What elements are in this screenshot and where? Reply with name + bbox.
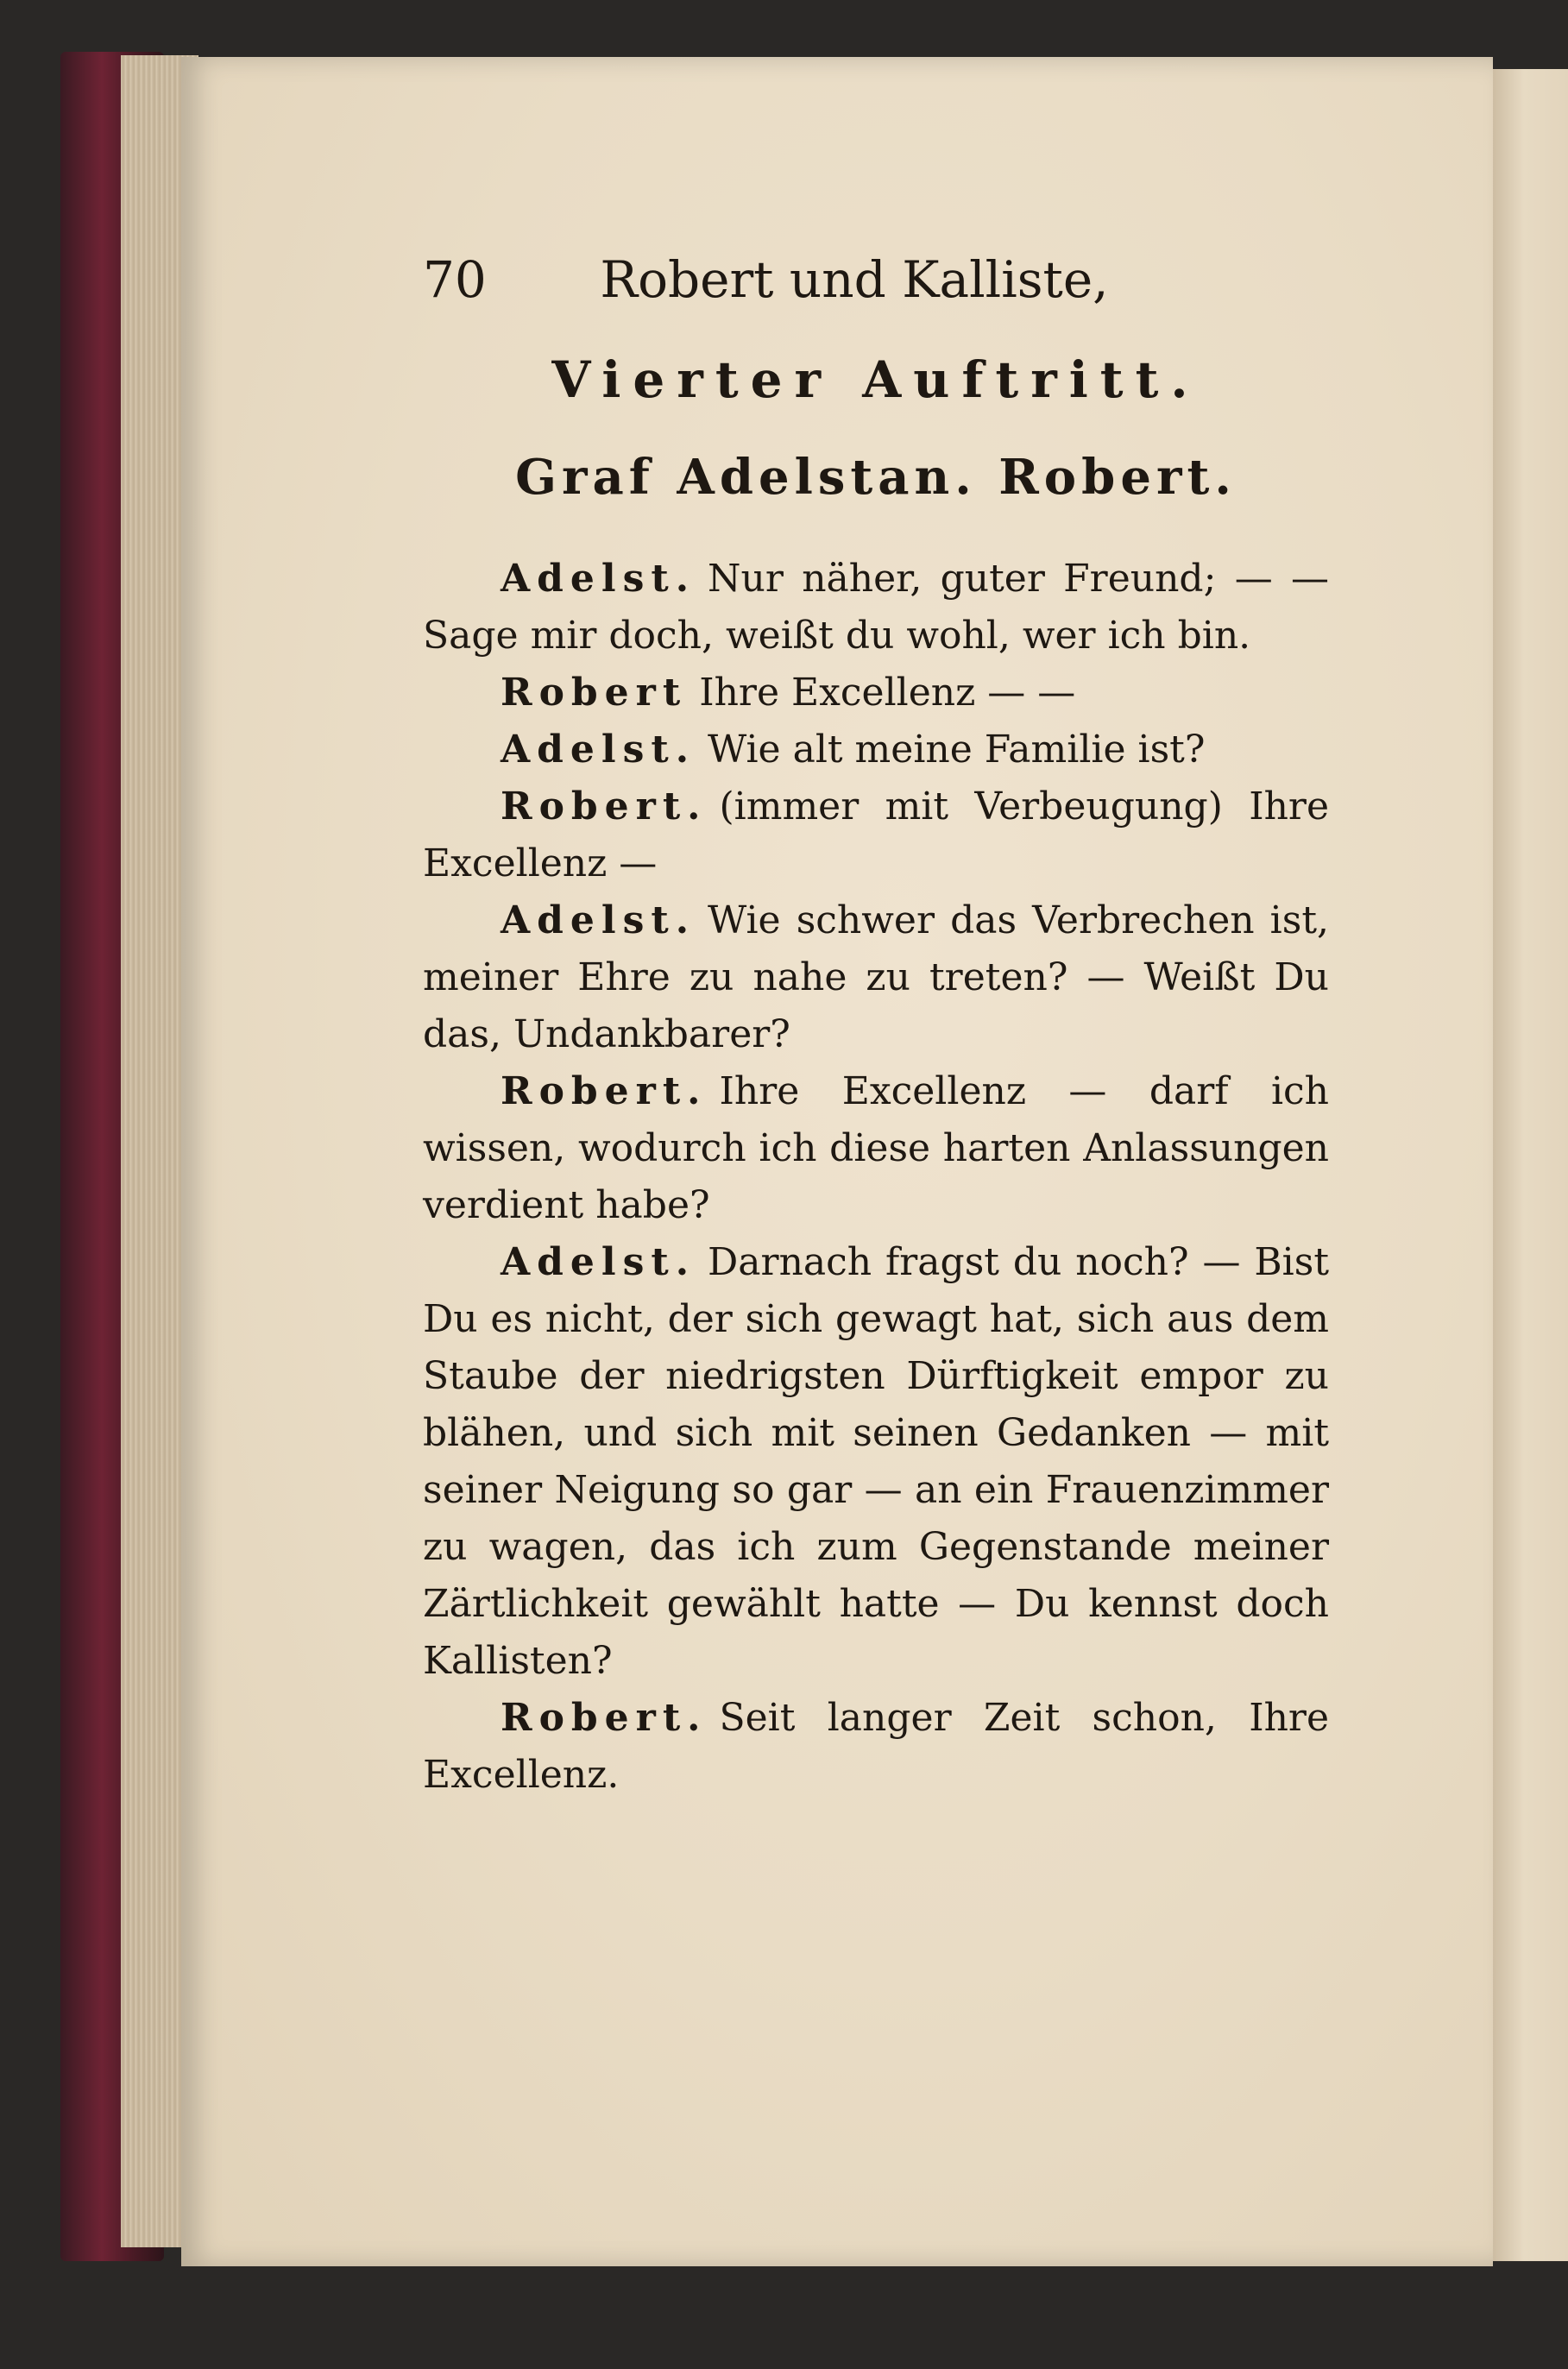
dialog-line (423, 665, 1329, 721)
speech-text: Ihre Excellenz — — (699, 671, 1076, 715)
page-header (423, 250, 1329, 319)
speaker-name: Adelst. (501, 728, 696, 772)
speech-text: (immer mit Verbeugung) Ihre Excellenz — (423, 784, 1329, 885)
scene-title: Vierter Auftritt. (551, 350, 1200, 409)
dialog-line (423, 551, 1329, 665)
speaker-name: Robert. (501, 1069, 708, 1113)
speech-text: Darnach fragst du noch? — Bist Du es nicht, der sich gewagt hat, sich aus dem Staube der niedrigsten Dürftigkeit empor zu blähen, und sich mit seinen Gedanken — mit seiner Neigung so gar — an ein Frauenzimmer zu wagen, das ich zum Gegenstande meiner Zärtlichkeit gewählt hatte — Du kennst doch Kallisten? (423, 1240, 1329, 1683)
speaker-name: Robert. (501, 784, 708, 829)
page-text (423, 250, 1329, 1804)
dialog-line (423, 1063, 1329, 1234)
speaker-name: Adelst. (501, 557, 696, 601)
dialog (423, 551, 1329, 1804)
dramatis-personae: Graf Adelstan. Robert. (515, 449, 1237, 506)
speech-text: Wie alt meine Familie ist? (708, 728, 1206, 772)
speaker-name: Adelst. (501, 1240, 696, 1284)
dialog-line (423, 778, 1329, 892)
speaker-name: Robert. (501, 1696, 708, 1740)
page-number: 70 (423, 250, 487, 309)
running-title: Robert und Kalliste, (600, 250, 1109, 309)
speech-text: Seit langer Zeit schon, Ihre Excellenz. (423, 1696, 1329, 1797)
speaker-name: Adelst. (501, 898, 696, 942)
speech-text: Nur näher, guter Freund; — — Sage mir doch, weißt du wohl, wer ich bin. (423, 557, 1329, 658)
dialog-line (423, 1690, 1329, 1804)
dialog-line (423, 1234, 1329, 1690)
speech-text: Wie schwer das Verbrechen ist, meiner Ehre zu nahe zu treten? — Weißt Du das, Undankbarer? (423, 898, 1329, 1056)
facing-page-edge (1493, 69, 1568, 2261)
speaker-name: Robert (501, 671, 688, 715)
speech-text: Ihre Excellenz — darf ich wissen, wodurch ich diese harten Anlassungen verdient habe? (423, 1069, 1329, 1227)
dialog-line (423, 892, 1329, 1063)
dialog-line (423, 721, 1329, 778)
